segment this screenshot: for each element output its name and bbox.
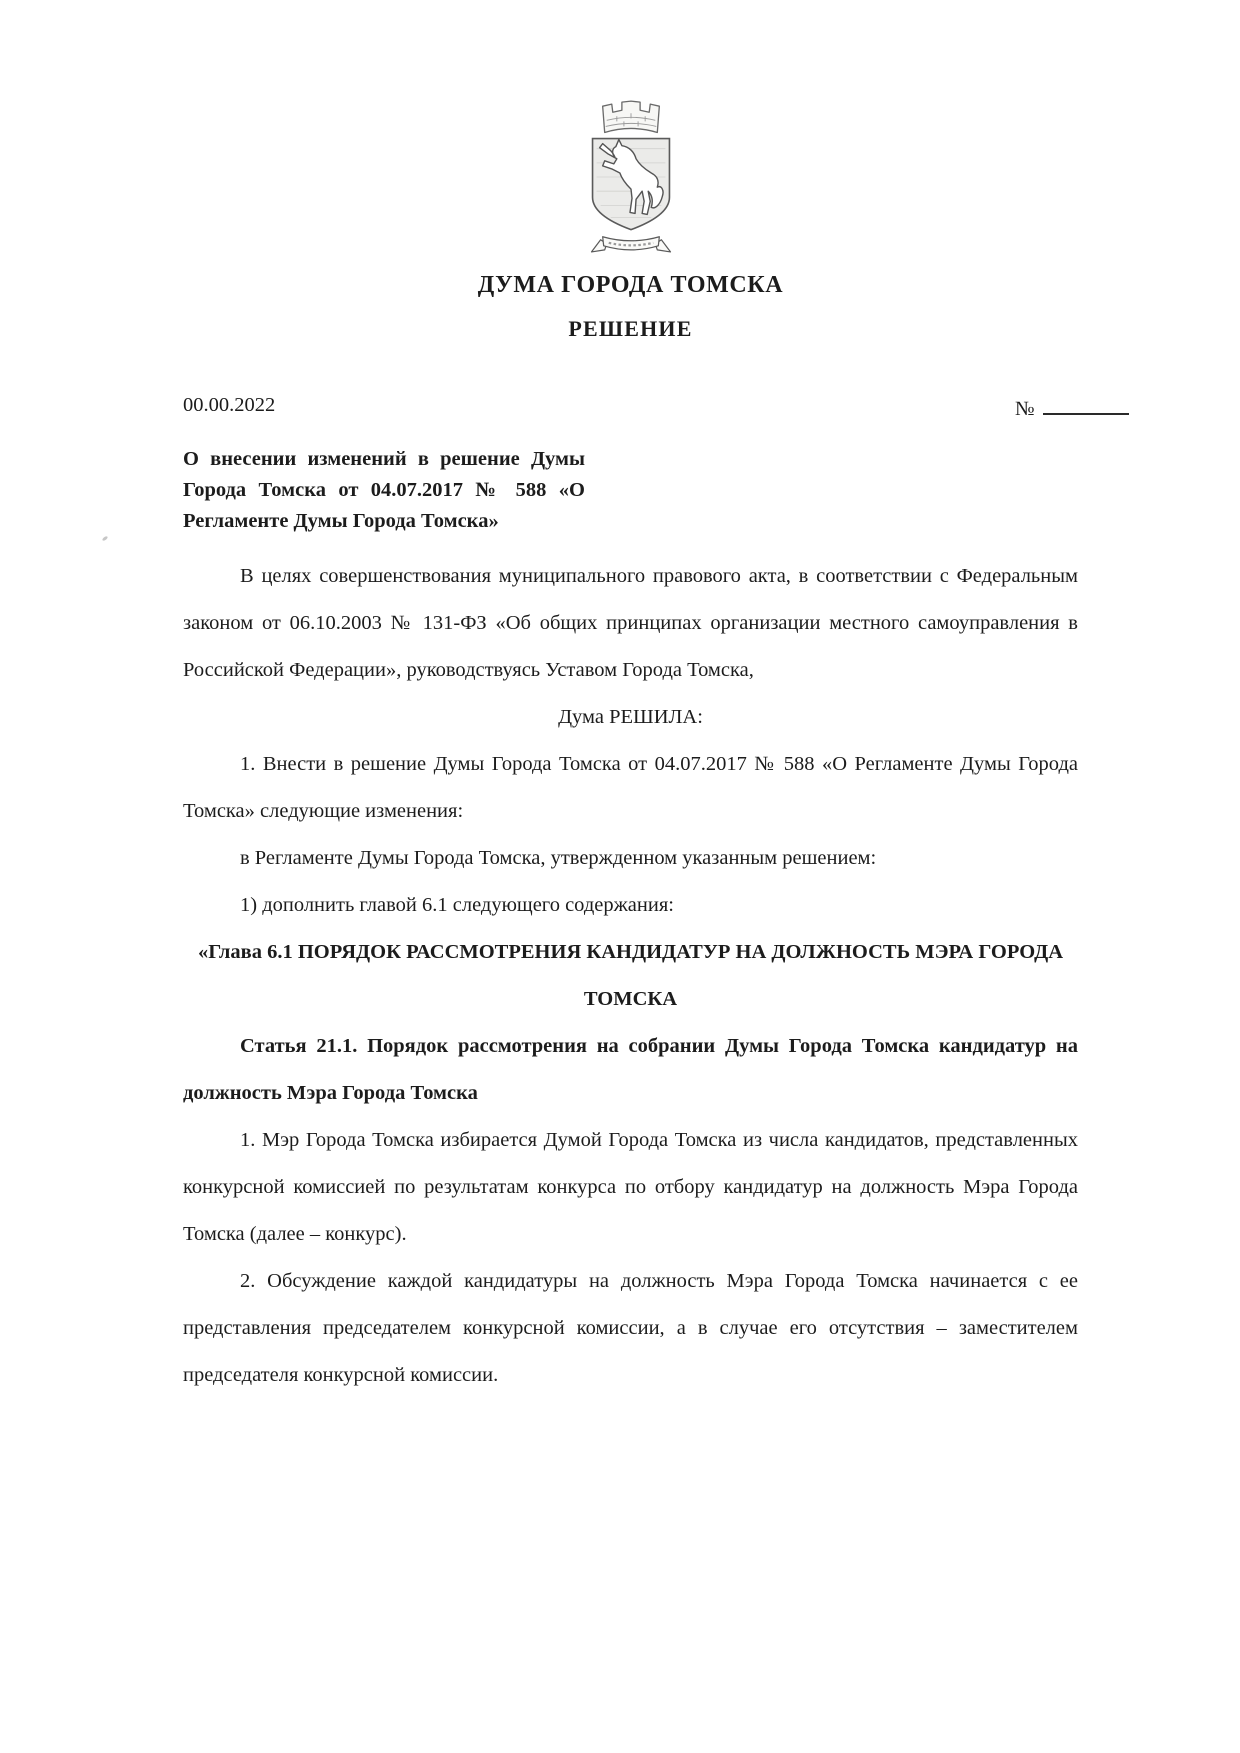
meta-row <box>183 394 1078 424</box>
scan-artifact <box>102 536 109 542</box>
paragraph-item-1: 1. Внести в решение Думы Города Томска от 04.07.2017 № 588 «О Регламенте Думы Города Томска» следующие изменения: <box>183 753 1078 822</box>
document-number <box>1015 396 1129 421</box>
number-sign: № <box>1015 398 1035 420</box>
chapter-heading: «Глава 6.1 ПОРЯДОК РАССМОТРЕНИЯ КАНДИДАТУР НА ДОЛЖНОСТЬ МЭРА ГОРОДА ТОМСКА <box>197 941 1064 1010</box>
article-heading: Статья 21.1. Порядок рассмотрения на собрании Думы Города Томска кандидатур на должность Мэра Города Томска <box>183 1035 1078 1104</box>
paragraph-reglament: в Регламенте Думы Города Томска, утвержденном указанным решением: <box>240 847 877 869</box>
tomsk-coat-of-arms-icon <box>570 92 692 258</box>
paragraph-article-p2: 2. Обсуждение каждой кандидатуры на должность Мэра Города Томска начинается с ее представления председателем конкурсной комиссии, а в случае его отсутствия – заместителем председателя конкурсной комиссии. <box>183 1270 1078 1386</box>
resolution-line: Дума РЕШИЛА: <box>558 706 703 728</box>
document-type-title: РЕШЕНИЕ <box>568 316 693 341</box>
paragraph-subitem-1: 1) дополнить главой 6.1 следующего содержания: <box>240 894 674 916</box>
organization-title: ДУМА ГОРОДА ТОМСКА <box>477 272 784 298</box>
number-blank-line <box>1043 396 1129 415</box>
paragraph-preamble: В целях совершенствования муниципального правового акта, в соответствии с Федеральным законом от 06.10.2003 № 131-ФЗ «Об общих принципах организации местного самоуправления в Российской Федерации», руководствуясь Уставом Города Томска, <box>183 565 1078 681</box>
paragraph-article-p1: 1. Мэр Города Томска избирается Думой Города Томска из числа кандидатов, представленных конкурсной комиссией по результатам конкурса по отбору кандидатур на должность Мэра Города Томска (далее – конкурс). <box>183 1129 1078 1245</box>
document-date: 00.00.2022 <box>183 394 276 416</box>
motto-ribbon-icon <box>591 237 670 252</box>
subject-heading: О внесении изменений в решение Думы Города Томска от 04.07.2017 № 588 «О Регламенте Думы Города Томска» <box>183 448 585 532</box>
document-body <box>183 553 1078 1399</box>
